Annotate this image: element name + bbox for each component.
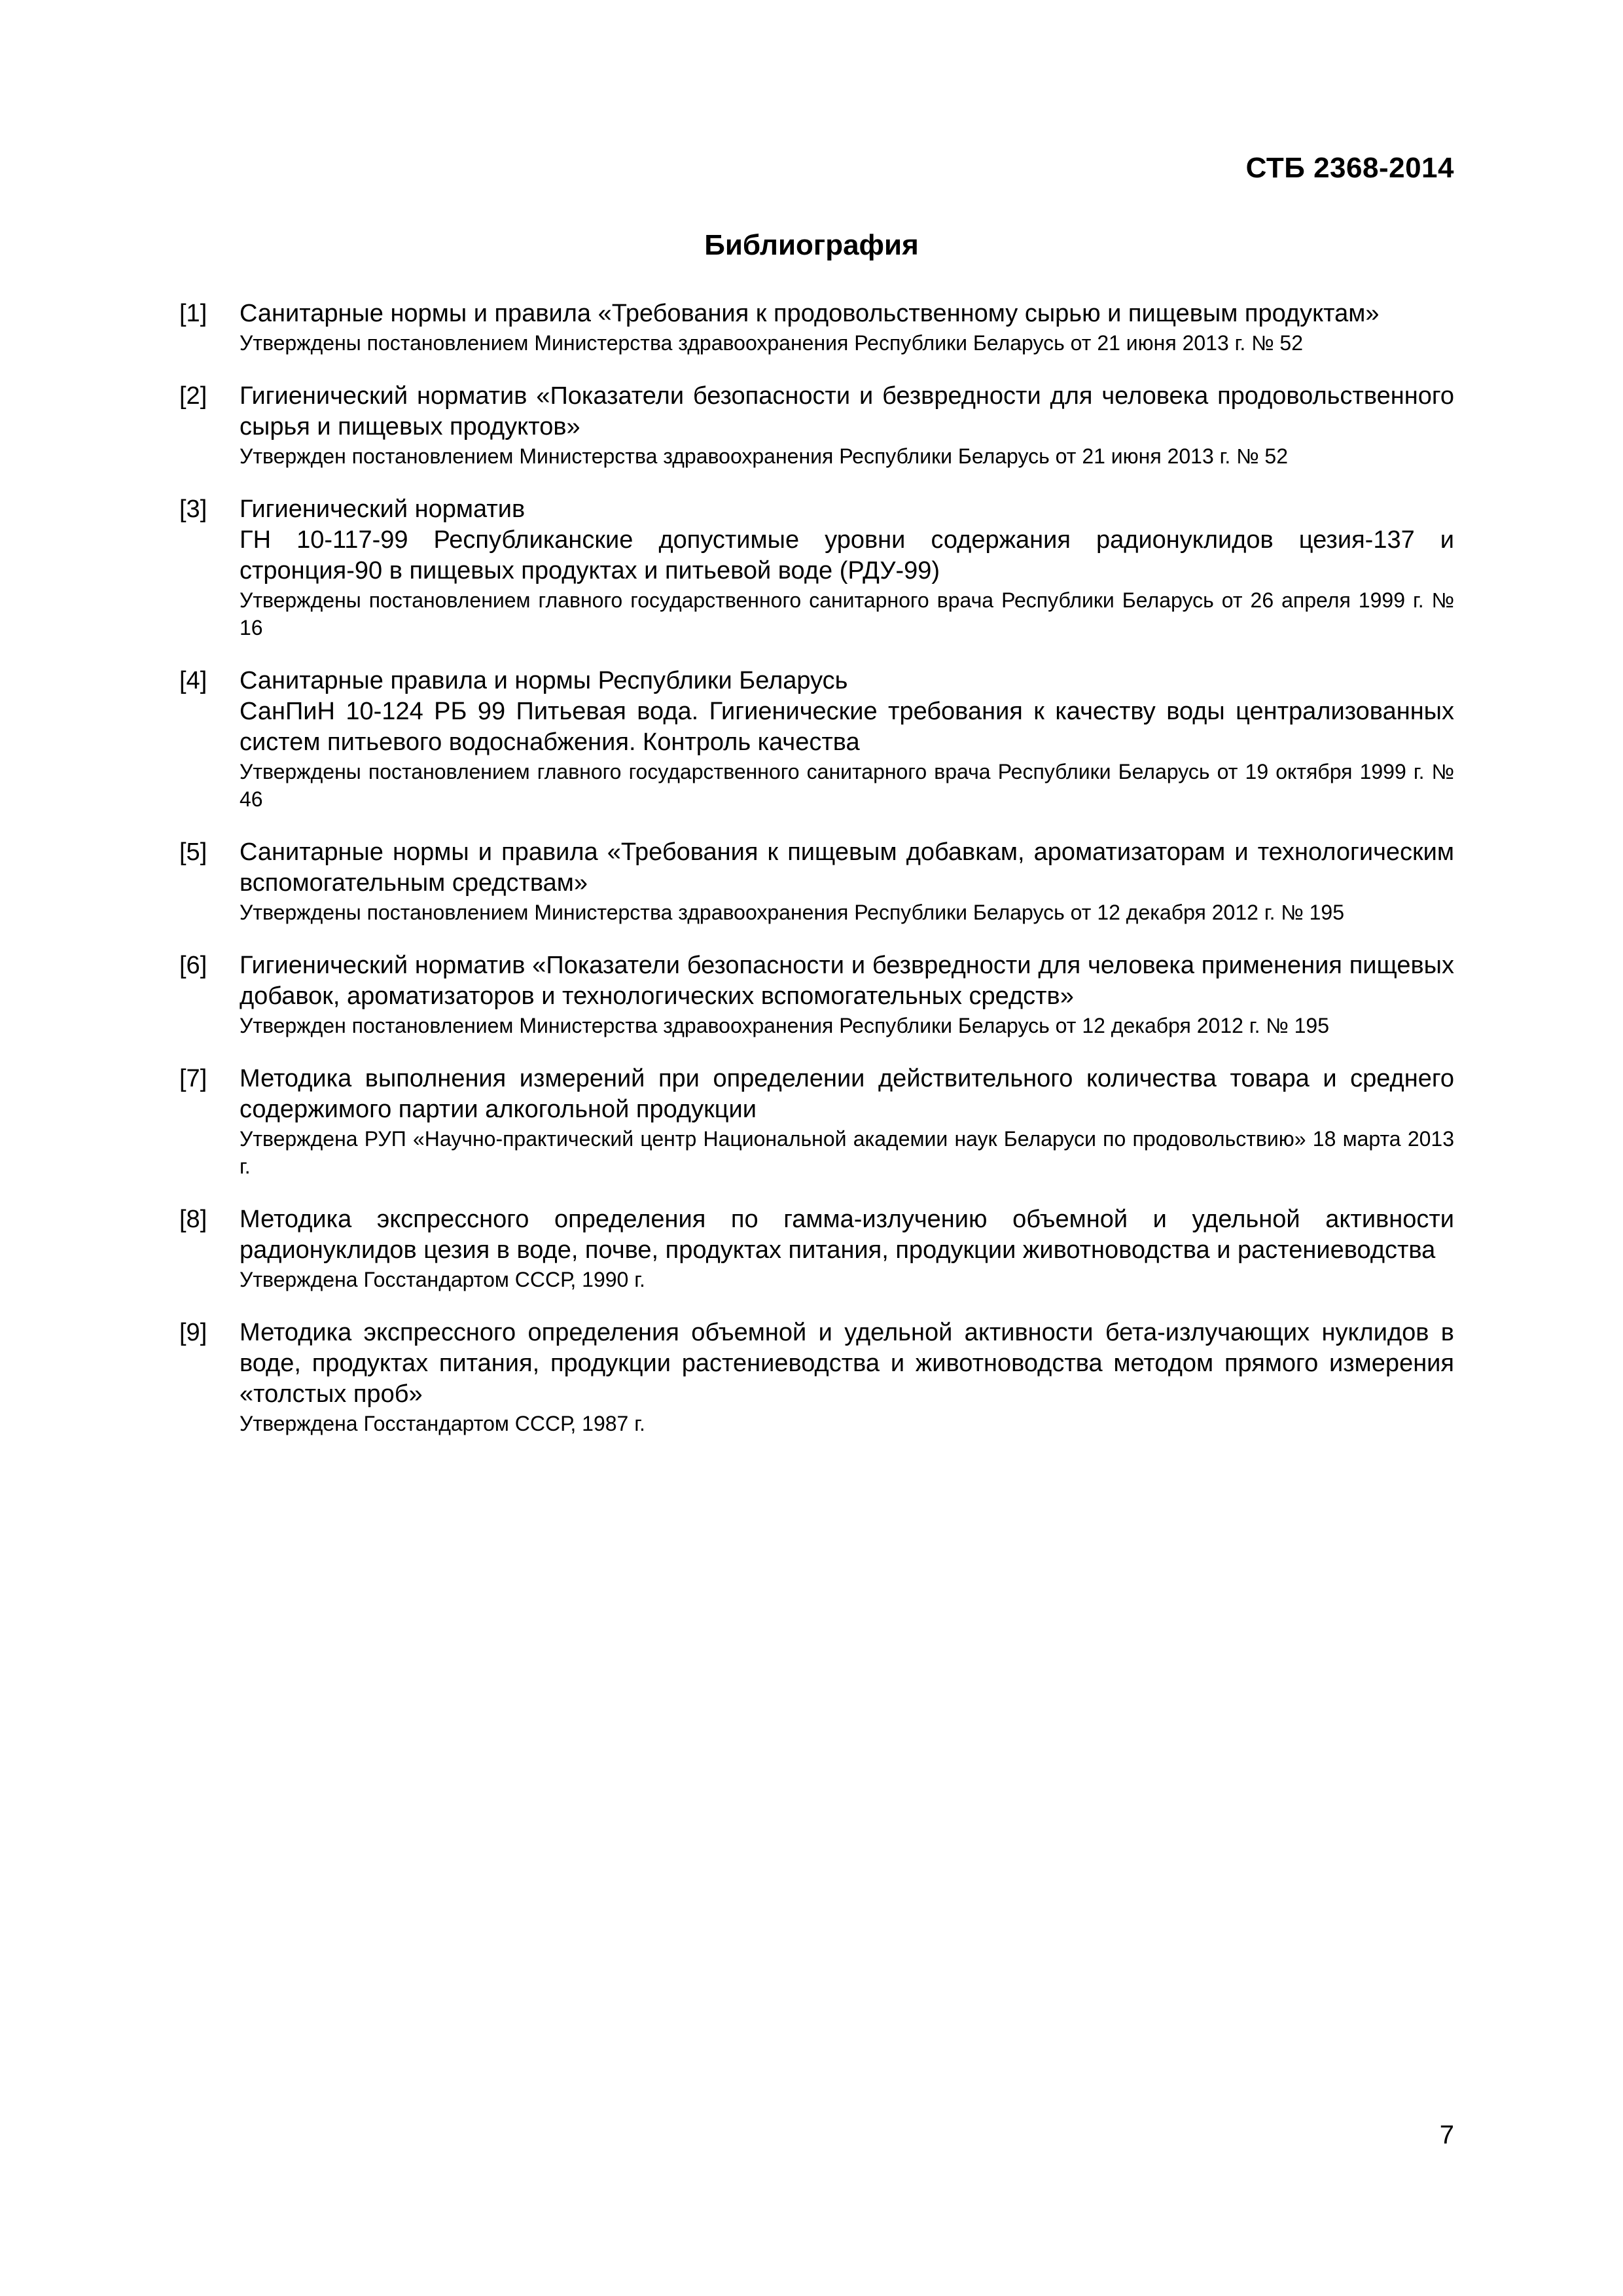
entry-title: Методика выполнения измерений при определении действительного количества товара и среднего содержимого партии алкогольной продукции — [240, 1065, 1454, 1123]
entry-approval-note: Утверждены постановлением Министерства здравоохранения Республики Беларусь от 12 декабря 2012 г. № 195 — [240, 901, 1344, 924]
entry-title: Гигиенический норматив «Показатели безопасности и безвредности для человека продовольственного сырья и пищевых продуктов» — [240, 382, 1454, 440]
bibliography-entry — [179, 1318, 1454, 1437]
entry-number: [7] — [179, 1065, 207, 1092]
bibliography-entry — [179, 950, 1454, 1039]
entry-approval-note: Утверждены постановлением Министерства здравоохранения Республики Беларусь от 21 июня 2013 г. № 52 — [240, 331, 1303, 355]
entry-title: Санитарные правила и нормы Республики Беларусь СанПиН 10-124 РБ 99 Питьевая вода. Гигиенические требования к качеству воды централизованных систем питьевого водоснабжения. Контроль качества — [240, 667, 1454, 756]
bibliography-entry — [179, 381, 1454, 470]
entry-number: [2] — [179, 382, 207, 410]
entry-approval-note: Утверждена Госстандартом СССР, 1987 г. — [240, 1412, 645, 1435]
entry-approval-note: Утверждены постановлением главного государственного санитарного врача Республики Беларусь от 26 апреля 1999 г. № 16 — [240, 588, 1454, 639]
bibliography-list — [179, 298, 1454, 1462]
entry-number: [3] — [179, 495, 207, 523]
entry-number: [4] — [179, 667, 207, 694]
entry-approval-note: Утверждена Госстандартом СССР, 1990 г. — [240, 1268, 645, 1291]
entry-approval-note: Утвержден постановлением Министерства здравоохранения Республики Беларусь от 12 декабря 2012 г. № 195 — [240, 1014, 1329, 1037]
entry-title: Санитарные нормы и правила «Требования к пищевым добавкам, ароматизаторам и технологическим вспомогательным средствам» — [240, 838, 1454, 897]
entry-title: Санитарные нормы и правила «Требования к продовольственному сырью и пищевым продуктам» — [240, 300, 1380, 327]
entry-number: [9] — [179, 1319, 207, 1346]
entry-number: [6] — [179, 952, 207, 979]
entry-approval-note: Утверждена РУП «Научно-практический центр Национальной академии наук Беларуси по продовольствию» 18 марта 2013 г. — [240, 1127, 1454, 1178]
entry-title: Методика экспрессного определения объемной и удельной активности бета-излучающих нуклидов в воде, продуктах питания, продукции растениеводства и животноводства методом прямого измерения «толстых проб» — [240, 1319, 1454, 1408]
entry-number: [5] — [179, 838, 207, 866]
entry-number: [1] — [179, 300, 207, 327]
bibliography-entry — [179, 666, 1454, 813]
entry-approval-note: Утверждены постановлением главного государственного санитарного врача Республики Беларусь от 19 октября 1999 г. № 46 — [240, 760, 1454, 811]
page-number: 7 — [1439, 2121, 1454, 2149]
entry-number: [8] — [179, 1206, 207, 1233]
bibliography-entry — [179, 1064, 1454, 1180]
bibliography-entry — [179, 1204, 1454, 1293]
bibliography-entry — [179, 494, 1454, 641]
bibliography-entry — [179, 298, 1454, 357]
entry-approval-note: Утвержден постановлением Министерства здравоохранения Республики Беларусь от 21 июня 2013 г. № 52 — [240, 444, 1288, 468]
entry-title: Гигиенический норматив ГН 10-117-99 Республиканские допустимые уровни содержания радионуклидов цезия-137 и стронция-90 в пищевых продуктах и питьевой воде (РДУ-99) — [240, 495, 1454, 584]
entry-title: Гигиенический норматив «Показатели безопасности и безвредности для человека применения пищевых добавок, ароматизаторов и технологических вспомогательных средств» — [240, 952, 1454, 1010]
page-title: Библиография — [704, 229, 919, 261]
document-code: СТБ 2368-2014 — [1245, 152, 1454, 184]
entry-title: Методика экспрессного определения по гамма-излучению объемной и удельной активности радионуклидов цезия в воде, почве, продуктах питания, продукции животноводства и растениеводства — [240, 1206, 1454, 1264]
bibliography-entry — [179, 837, 1454, 926]
